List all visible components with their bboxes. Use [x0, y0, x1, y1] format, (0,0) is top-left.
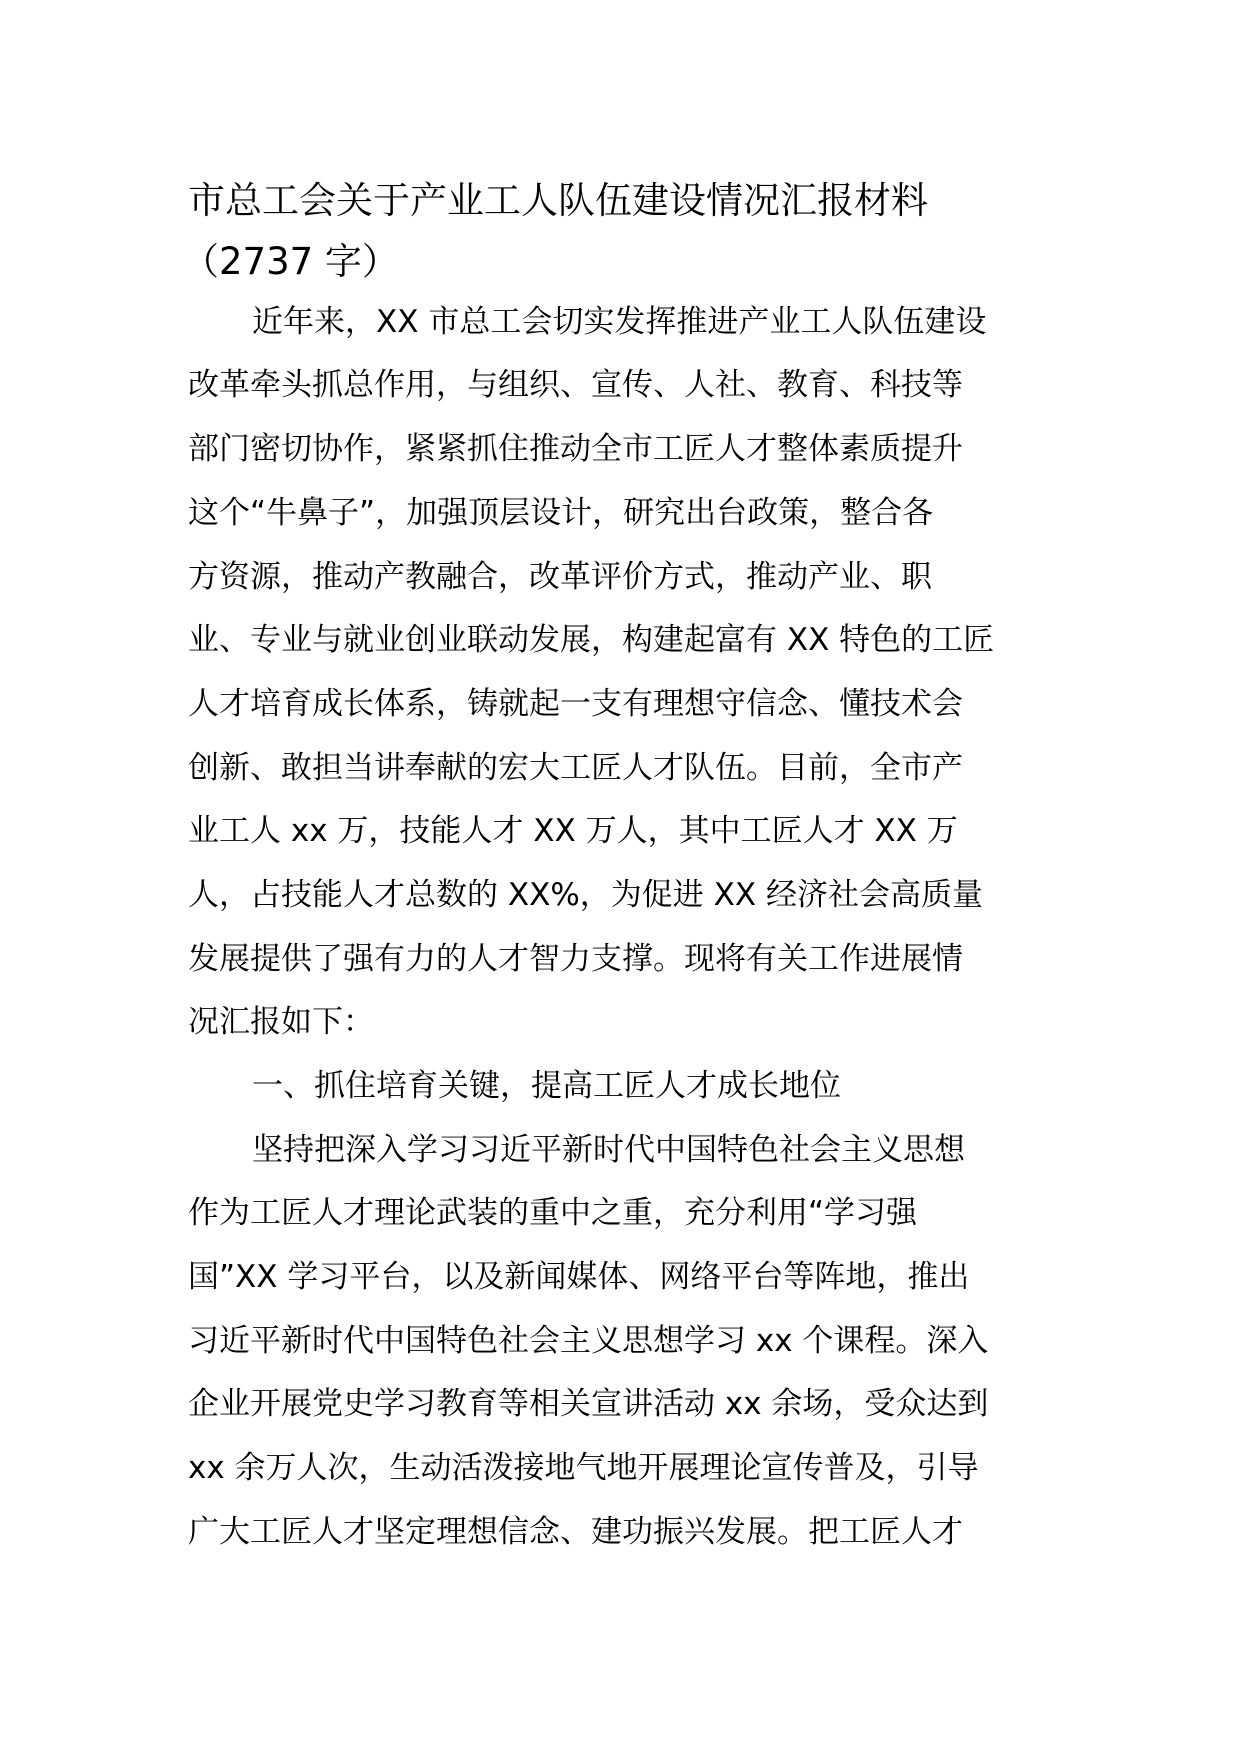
paragraph-line: 作为工匠人才理论武装的重中之重，充分利用“学习强 — [188, 1195, 918, 1231]
section-heading: 一、抓住培育关键，提高工匠人才成长地位 — [252, 1068, 841, 1104]
paragraph-line: 习近平新时代中国特色社会主义思想学习 xx 个课程。深入 — [188, 1323, 989, 1359]
paragraph-line: 人，占技能人才总数的 XX%，为促进 XX 经济社会高质量 — [188, 877, 983, 913]
paragraph-line: 部门密切协作，紧紧抓住推动全市工匠人才整体素质提升 — [188, 431, 963, 467]
paragraph-line: 创新、敢担当讲奉献的宏大工匠人才队伍。目前，全市产 — [188, 750, 963, 786]
paragraph-line: 坚持把深入学习习近平新时代中国特色社会主义思想 — [252, 1132, 965, 1168]
paragraph-line: 发展提供了强有力的人才智力支撑。现将有关工作进展情 — [188, 941, 963, 977]
paragraph-line: 业工人 xx 万，技能人才 XX 万人，其中工匠人才 XX 万 — [188, 813, 958, 849]
document-word-count: （2737 字） — [182, 240, 399, 283]
paragraph-line: 企业开展党史学习教育等相关宣讲活动 xx 余场，受众达到 — [188, 1386, 989, 1422]
paragraph-line: 人才培育成长体系，铸就起一支有理想守信念、懂技术会 — [188, 686, 963, 722]
document-title: 市总工会关于产业工人队伍建设情况汇报材料 — [188, 179, 928, 222]
paragraph-line: 改革牵头抓总作用，与组织、宣传、人社、教育、科技等 — [188, 367, 963, 403]
paragraph-line: 方资源，推动产教融合，改革评价方式，推动产业、职 — [188, 559, 932, 595]
paragraph-line: 近年来，XX 市总工会切实发挥推进产业工人队伍建设 — [252, 304, 987, 340]
paragraph-line: 况汇报如下： — [188, 1004, 374, 1040]
paragraph-line: 业、专业与就业创业联动发展，构建起富有 XX 特色的工匠 — [188, 622, 995, 658]
paragraph-line: xx 余万人次，生动活泼接地气地开展理论宣传普及，引导 — [188, 1450, 979, 1486]
paragraph-line: 广大工匠人才坚定理想信念、建功振兴发展。把工匠人才 — [188, 1514, 963, 1550]
paragraph-line: 国”XX 学习平台，以及新闻媒体、网络平台等阵地，推出 — [188, 1259, 970, 1295]
paragraph-line: 这个“牛鼻子”，加强顶层设计，研究出台政策，整合各 — [188, 495, 934, 531]
